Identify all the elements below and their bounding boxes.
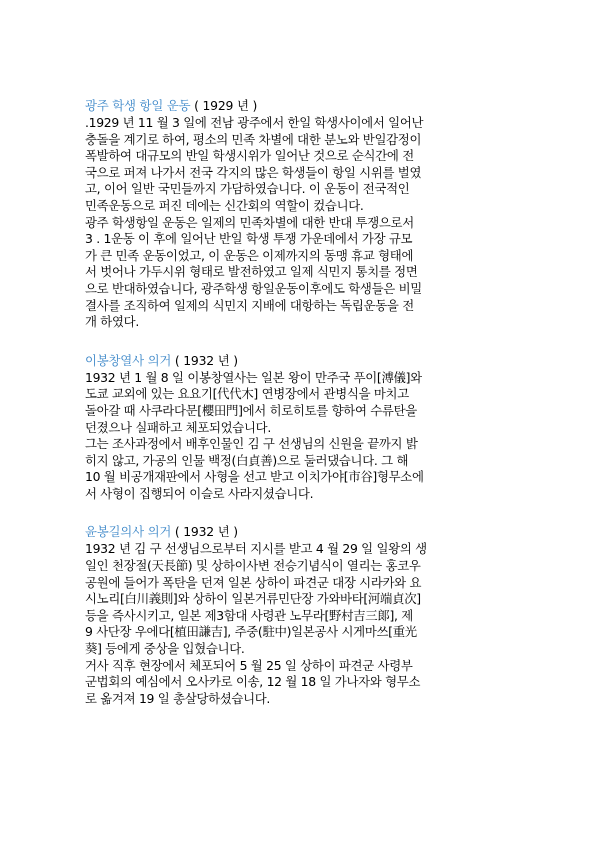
paragraph-line: 그는 조사과정에서 배후인물인 김 구 선생님의 신원을 끝까지 밝 bbox=[85, 436, 418, 452]
paragraph-line: 1932 년 김 구 선생님으로부터 지시를 받고 4 월 29 일 일왕의 생 bbox=[85, 541, 427, 557]
paragraph-line: 서 벗어나 가두시위 형태로 발전하였고 일제 식민지 통치를 정면 bbox=[85, 264, 418, 280]
paragraph-line: 3 . 1운동 이 후에 일어난 반일 학생 투쟁 가운데에서 가장 규모 bbox=[85, 231, 413, 247]
paragraph-line: 충돌을 계기로 하여, 평소의 민족 차별에 대한 분노와 반일감정이 bbox=[85, 131, 422, 147]
paragraph-line: 9 사단장 우에다[植田謙吉], 주중(駐中)일본공사 시게마쓰[重光 bbox=[85, 624, 417, 640]
paragraph-line: 고, 이어 일반 국민들까지 가담하였습니다. 이 운동이 전국적인 bbox=[85, 181, 410, 197]
paragraph-line: 공원에 들어가 폭탄을 던져 일본 상하이 파견군 대장 시라카와 요 bbox=[85, 574, 422, 590]
section-year: ( 1929 년 ) bbox=[190, 98, 258, 113]
paragraph-line: 결사를 조직하여 일제의 식민지 지배에 대항하는 독립운동을 전 bbox=[85, 297, 414, 313]
paragraph-line: 민족운동으로 퍼진 데에는 신간회의 역할이 컸습니다. bbox=[85, 197, 364, 213]
paragraph-line: 등을 즉사시키고, 일본 제3함대 사령관 노무라[野村吉三郞], 제 bbox=[85, 607, 413, 623]
paragraph-line: 돌아갈 때 사쿠라다문[櫻田門]에서 히로히토를 향하여 수류탄을 bbox=[85, 402, 417, 418]
paragraph-line: 서 사형이 집행되어 이슬로 사라지셨습니다. bbox=[85, 485, 314, 501]
document-page bbox=[85, 96, 525, 707]
paragraph-line: 군법회의 예심에서 오사카로 이송, 12 월 18 일 가나자와 형무소 bbox=[85, 674, 421, 690]
paragraph-line: 으로 반대하였습니다, 광주학생 항일운동이후에도 학생들은 비밀 bbox=[85, 280, 422, 296]
section-heading bbox=[85, 351, 525, 370]
section-yun-bong-gil bbox=[85, 522, 525, 707]
section-gwangju-student-movement bbox=[85, 96, 525, 331]
paragraph-line: 히지 않고, 가공의 인물 백정(白貞善)으로 둘러댔습니다. 그 해 bbox=[85, 452, 409, 468]
section-year: ( 1932 년 ) bbox=[171, 524, 238, 540]
paragraph-line: 1932 년 1 월 8 일 이봉창열사는 일본 왕이 만주국 푸이[溥儀]와 bbox=[85, 369, 422, 385]
paragraph-line: 광주 학생항일 운동은 일제의 민족차별에 대한 반대 투쟁으로서 bbox=[85, 214, 414, 230]
paragraph-line: 일인 천장절(天長節) 및 상하이사변 전승기념식이 열리는 홍코우 bbox=[85, 558, 421, 574]
section-heading bbox=[85, 522, 525, 541]
paragraph-line: 葵] 등에게 중상을 입혔습니다. bbox=[85, 641, 245, 657]
paragraph-line: .1929 년 11 월 3 일에 전남 광주에서 한일 학생사이에서 일어난 bbox=[85, 115, 424, 130]
paragraph-line: 10 월 비공개재판에서 사형을 선고 받고 이치가야[市谷]형무소에 bbox=[85, 469, 424, 485]
section-title: 광주 학생 항일 운동 bbox=[85, 98, 191, 113]
paragraph-line: 가 큰 민족 운동이었고, 이 운동은 이제까지의 동맹 휴교 형태에 bbox=[85, 247, 414, 263]
paragraph-line: 개 하였다. bbox=[85, 314, 139, 330]
paragraph-line: 던졌으나 실패하고 체포되었습니다. bbox=[85, 419, 271, 435]
section-lee-bong-chang bbox=[85, 351, 525, 503]
section-year: ( 1932 년 ) bbox=[171, 352, 238, 368]
paragraph-line: 폭발하여 대규모의 반일 학생시위가 일어난 것으로 순식간에 전 bbox=[85, 148, 414, 164]
section-title: 이봉창열사 의거 bbox=[85, 352, 172, 368]
paragraph-line: 거사 직후 현장에서 체포되어 5 월 25 일 상하이 파견군 사령부 bbox=[85, 657, 413, 673]
paragraph-line: 도쿄 교외에 있는 요요기[代代木] 연병장에서 관병식을 마치고 bbox=[85, 386, 409, 402]
section-heading bbox=[85, 96, 525, 115]
section-title: 윤봉길의사 의거 bbox=[85, 524, 172, 540]
paragraph-line: 로 옮겨져 19 일 총살당하셨습니다. bbox=[85, 690, 271, 706]
paragraph-line: 시노리[白川義則]와 상하이 일본거류민단장 가와바타[河端貞次] bbox=[85, 591, 421, 607]
paragraph-line: 국으로 퍼져 나가서 전국 각지의 많은 학생들이 항일 시위를 벌였 bbox=[85, 164, 422, 180]
